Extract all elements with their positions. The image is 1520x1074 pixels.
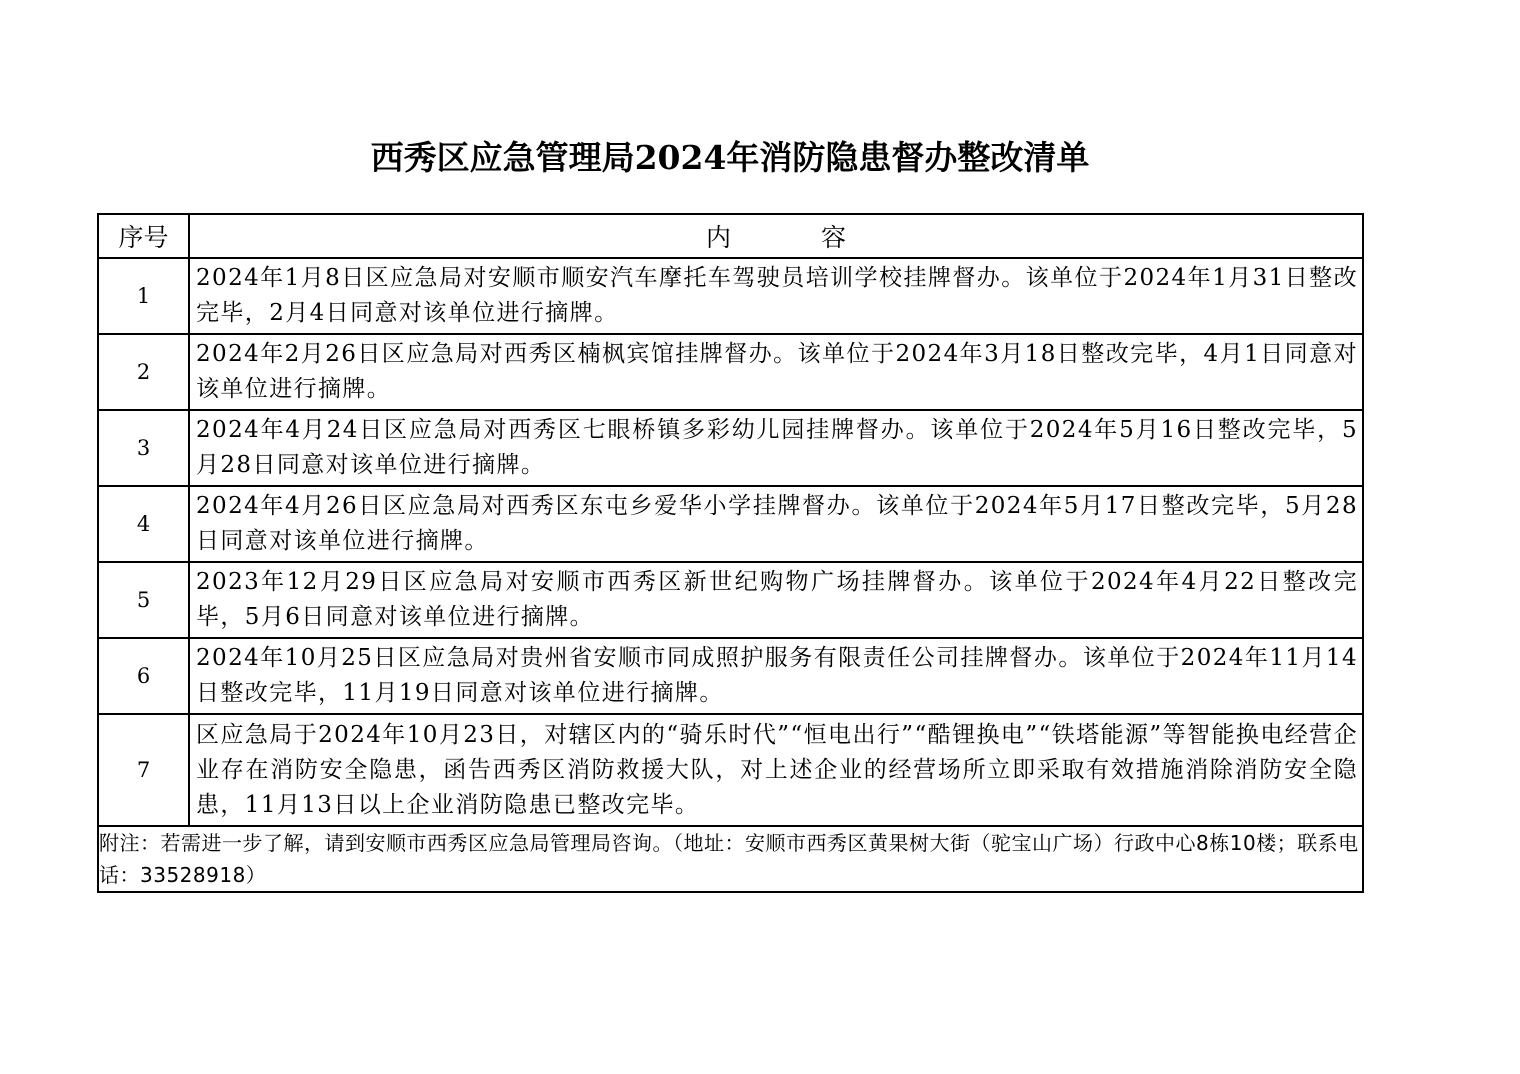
page-title: 西秀区应急管理局2024年消防隐患督办整改清单 — [370, 138, 1090, 177]
row-content: 2024年4月26日区应急局对西秀区东屯乡爱华小学挂牌督办。该单位于2024年5月17日整改完毕，5月28日同意对该单位进行摘牌。 — [189, 486, 1363, 562]
header-index: 序号 — [98, 214, 189, 258]
table-note: 附注：若需进一步了解，请到安顺市西秀区应急局管理局咨询。（地址：安顺市西秀区黄果树大街（驼宝山广场）行政中心8栋10楼；联系电话：33528918） — [98, 826, 1363, 892]
header-content-label: 内容 — [705, 223, 936, 252]
row-content: 区应急局于2024年10月23日，对辖区内的“骑乐时代”“恒电出行”“酷锂换电”“铁塔能源”等智能换电经营企业存在消防安全隐患，函告西秀区消防救援大队，对上述企业的经营场所立即采取有效措施消除消防安全隐患，11月13日以上企业消防隐患已整改完毕。 — [189, 714, 1363, 826]
table-row — [98, 714, 1363, 826]
row-content: 2024年1月8日区应急局对安顺市顺安汽车摩托车驾驶员培训学校挂牌督办。该单位于2024年1月31日整改完毕，2月4日同意对该单位进行摘牌。 — [189, 258, 1363, 334]
table-row — [98, 410, 1363, 486]
table-header-row — [98, 214, 1363, 258]
row-index: 4 — [98, 486, 189, 562]
row-content: 2024年10月25日区应急局对贵州省安顺市同成照护服务有限责任公司挂牌督办。该单位于2024年11月14日整改完毕，11月19日同意对该单位进行摘牌。 — [189, 638, 1363, 714]
table-row — [98, 638, 1363, 714]
row-index: 7 — [98, 714, 189, 826]
row-index: 3 — [98, 410, 189, 486]
row-content: 2024年4月24日区应急局对西秀区七眼桥镇多彩幼儿园挂牌督办。该单位于2024年5月16日整改完毕，5月28日同意对该单位进行摘牌。 — [189, 410, 1363, 486]
row-content: 2024年2月26日区应急局对西秀区楠枫宾馆挂牌督办。该单位于2024年3月18日整改完毕，4月1日同意对该单位进行摘牌。 — [189, 334, 1363, 410]
table-row — [98, 486, 1363, 562]
rectification-table — [97, 213, 1364, 893]
table-row — [98, 258, 1363, 334]
table-row — [98, 334, 1363, 410]
header-content — [189, 214, 1363, 258]
row-index: 5 — [98, 562, 189, 638]
row-content: 2023年12月29日区应急局对安顺市西秀区新世纪购物广场挂牌督办。该单位于2024年4月22日整改完毕，5月6日同意对该单位进行摘牌。 — [189, 562, 1363, 638]
table-row — [98, 562, 1363, 638]
note-row — [98, 826, 1363, 892]
row-index: 6 — [98, 638, 189, 714]
row-index: 1 — [98, 258, 189, 334]
row-index: 2 — [98, 334, 189, 410]
